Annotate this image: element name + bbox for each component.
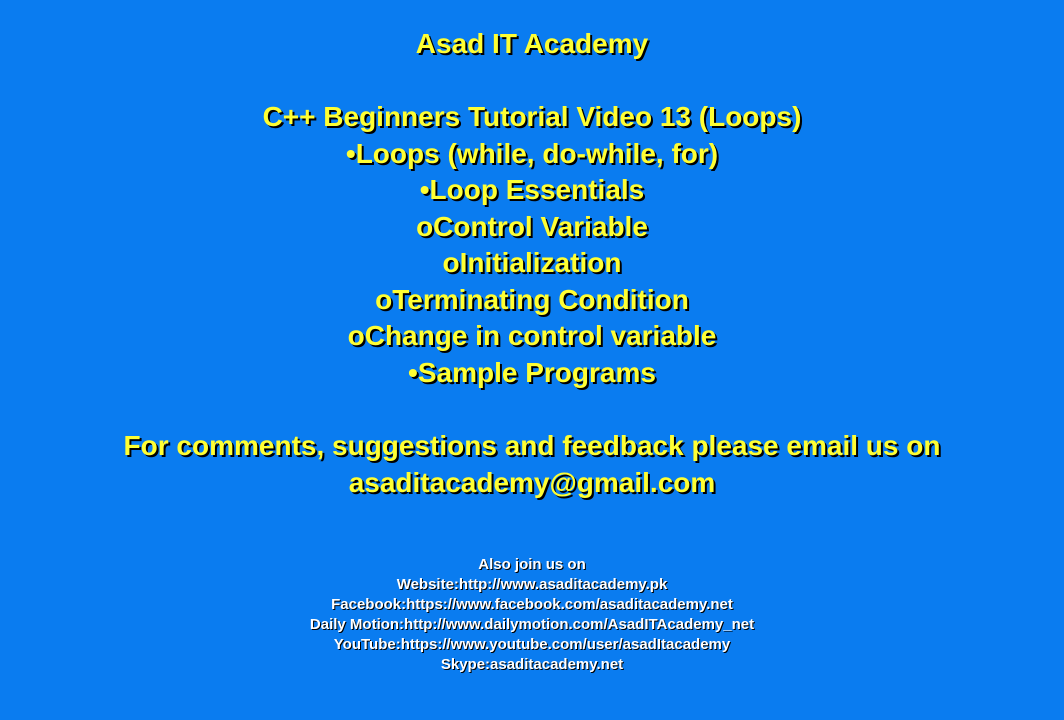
website-link: Website:http://www.asaditacademy.pk <box>396 576 668 593</box>
join-us-heading: Also join us on <box>478 556 586 573</box>
academy-title: Asad IT Academy <box>415 28 649 59</box>
dailymotion-link: Daily Motion:http://www.dailymotion.com/AsadITAcademy_net <box>309 616 755 633</box>
skype-link: Skype:asaditacademy.net <box>440 656 624 673</box>
feedback-line: For comments, suggestions and feedback please email us on <box>123 430 941 461</box>
facebook-link: Facebook:https://www.facebook.com/asaditacademy.net <box>331 596 733 613</box>
contact-email: asaditacademy@gmail.com <box>348 467 716 498</box>
outline-item-sample-programs: •Sample Programs <box>408 357 656 388</box>
outline-subitem-terminating-condition: oTerminating Condition <box>375 284 689 315</box>
outline-subitem-initialization: oInitialization <box>442 247 622 278</box>
youtube-link: YouTube:https://www.youtube.com/user/asadItacademy <box>333 636 731 653</box>
outline-subitem-change-control-variable: oChange in control variable <box>347 320 717 351</box>
outline-item-loops: •Loops (while, do-while, for) <box>345 138 719 169</box>
outline-subitem-control-variable: oControl Variable <box>416 211 648 242</box>
tutorial-title: C++ Beginners Tutorial Video 13 (Loops) <box>262 101 802 132</box>
outline-item-loop-essentials: •Loop Essentials <box>419 174 645 205</box>
